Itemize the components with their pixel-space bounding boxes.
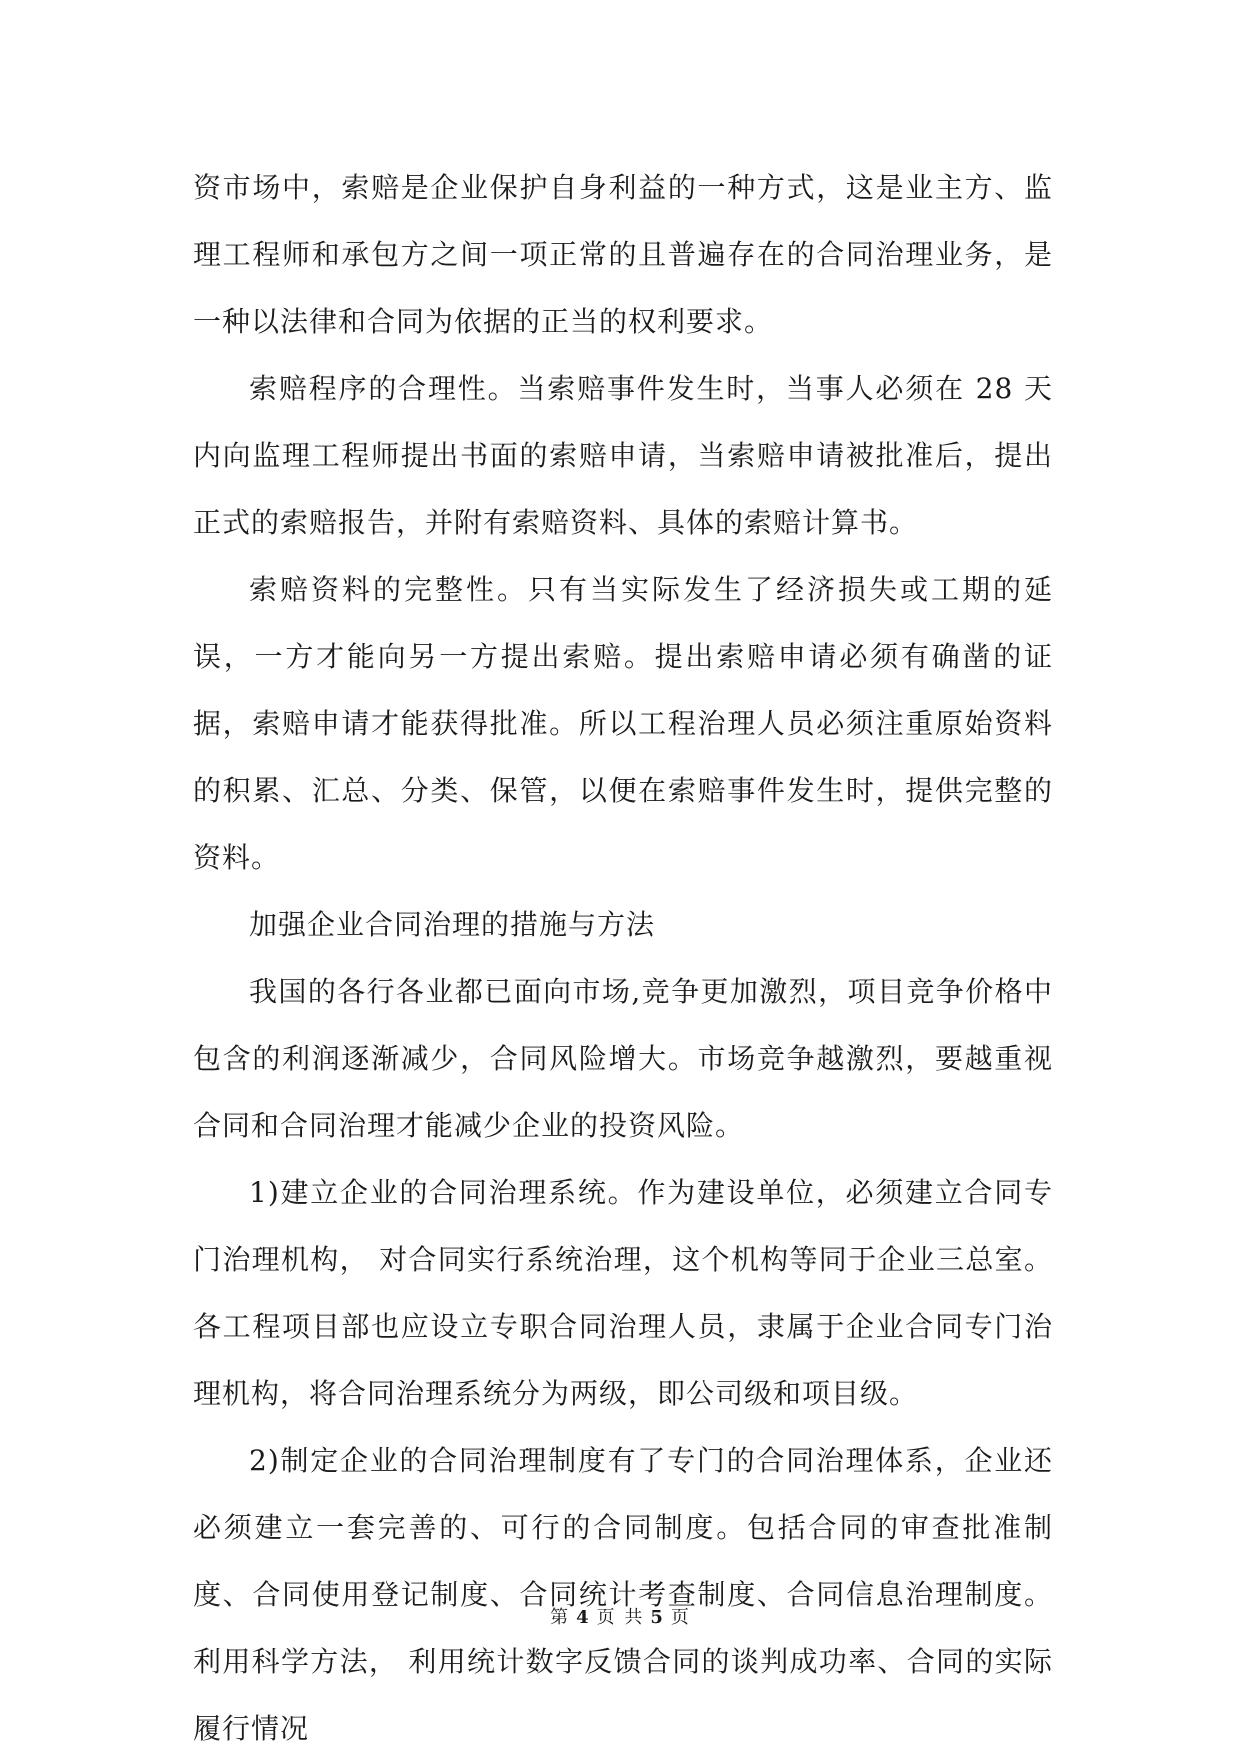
- page-footer: [0, 1606, 1241, 1630]
- paragraph-claims-intro: 资市场中，索赔是企业保护自身利益的一种方式，这是业主方、监理工程师和承包方之间一项正常的且普遍存在的合同治理业务，是一种以法律和合同为依据的正当的权利要求。: [193, 171, 1053, 338]
- footer-total-pages: 5: [650, 1607, 665, 1628]
- footer-page-number: 4: [576, 1607, 591, 1628]
- paragraph-market-competition: 我国的各行各业都已面向市场,竞争更加激烈，项目竞争价格中包含的利润逐渐减少，合同风险增大。市场竞争越激烈，要越重视合同和合同治理才能减少企业的投资风险。: [193, 975, 1053, 1142]
- footer-suffix: 页: [670, 1607, 691, 1628]
- paragraph-claims-procedure: 索赔程序的合理性。当索赔事件发生时，当事人必须在 28 天内向监理工程师提出书面的索赔申请，当索赔申请被批准后，提出正式的索赔报告，并附有索赔资料、具体的索赔计算书。: [193, 372, 1053, 539]
- paragraph-item-1: 1)建立企业的合同治理系统。作为建设单位，必须建立合同专门治理机构， 对合同实行系统治理，这个机构等同于企业三总室。各工程项目部也应设立专职合同治理人员，隶属于企业合同专门治理机构，将合同治理系统分为两级，即公司级和项目级。: [193, 1176, 1053, 1410]
- footer-middle: 页 共: [596, 1607, 645, 1628]
- paragraph-claims-materials: 索赔资料的完整性。只有当实际发生了经济损失或工期的延误，一方才能向另一方提出索赔。提出索赔申请必须有确凿的证据，索赔申请才能获得批准。所以工程治理人员必须注重原始资料的积累、汇总、分类、保管，以便在索赔事件发生时，提供完整的资料。: [193, 573, 1053, 874]
- body-text: [193, 154, 1053, 1762]
- footer-prefix: 第: [550, 1607, 571, 1628]
- section-heading: 加强企业合同治理的措施与方法: [249, 908, 656, 941]
- paragraph-item-2: 2)制定企业的合同治理制度有了专门的合同治理体系，企业还必须建立一套完善的、可行的合同制度。包括合同的审查批准制度、合同使用登记制度、合同统计考查制度、合同信息治理制度。利用科学方法， 利用统计数字反馈合同的谈判成功率、合同的实际履行情况: [193, 1444, 1053, 1745]
